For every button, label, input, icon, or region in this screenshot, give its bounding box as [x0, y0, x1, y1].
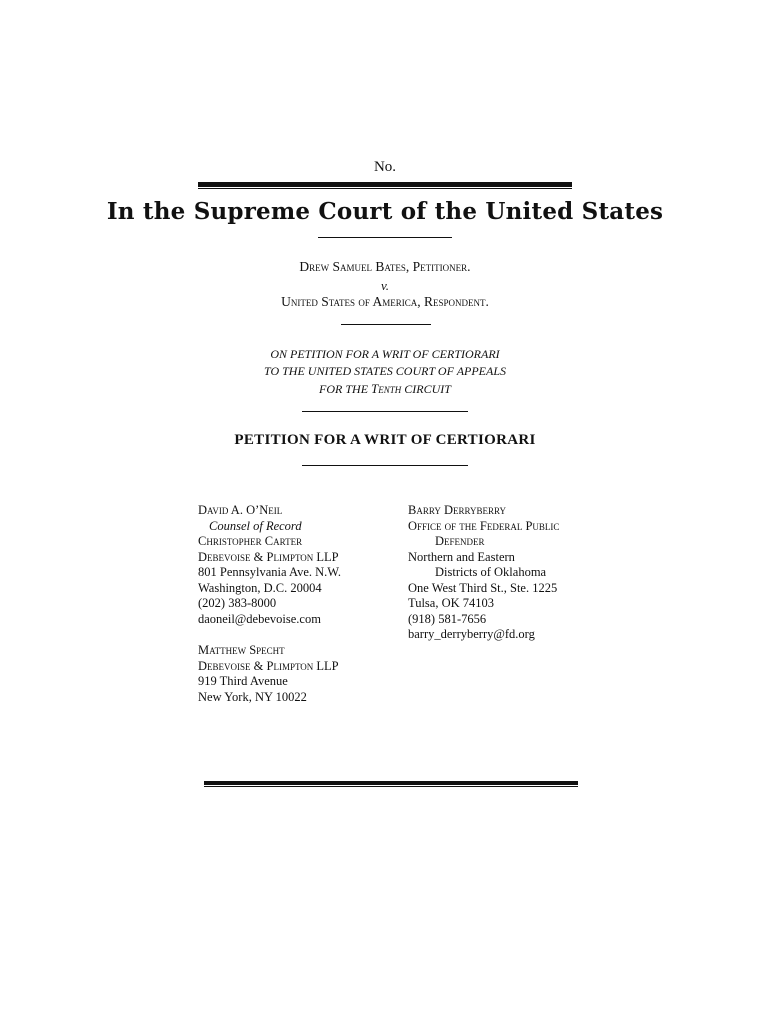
counsel-line: Defender — [435, 534, 485, 548]
divider-3 — [302, 411, 468, 412]
counsel-line: Districts of Oklahoma — [435, 565, 547, 579]
counsel-line: Office of the Federal Public — [408, 518, 560, 533]
counsel-line: 801 Pennsylvania Ave. N.W. — [198, 565, 342, 579]
counsel-line: Washington, D.C. 20004 — [198, 580, 322, 595]
counsel-block-right — [408, 503, 559, 643]
respondent-line — [0, 294, 770, 310]
petitioner-line — [0, 259, 770, 275]
counsel-line: New York, NY 10022 — [198, 689, 307, 704]
lower-court-line-2: TO THE UNITED STATES COURT OF APPEALS — [263, 364, 507, 378]
counsel-line: Matthew Specht — [198, 643, 285, 657]
counsel-line: One West Third St., Ste. 1225 — [408, 580, 558, 595]
counsel-line: Debevoise & Plimpton LLP — [198, 658, 339, 673]
respondent-text: United States of America, Respondent. — [281, 294, 489, 309]
document-title: PETITION FOR A WRIT OF CERTIORARI — [234, 432, 536, 448]
counsel-line: David A. O’Neil — [198, 503, 283, 517]
counsel-line: Tulsa, OK 74103 — [408, 596, 495, 610]
counsel-line: Counsel of Record — [209, 518, 302, 533]
counsel-block-left — [198, 503, 341, 627]
counsel-line: Christopher Carter — [198, 534, 303, 548]
counsel-block-left-2 — [198, 643, 339, 705]
counsel-line: (918) 581-7656 — [408, 611, 487, 626]
top-double-rule — [198, 182, 572, 189]
counsel-line: (202) 383-8000 — [198, 596, 277, 610]
divider-2 — [341, 324, 431, 325]
court-name: In the Supreme Court of the United States — [106, 198, 664, 225]
lower-court-line-3: FOR THE Tenth CIRCUIT — [319, 381, 451, 396]
divider-1 — [318, 237, 452, 238]
lower-court-line-1: ON PETITION FOR A WRIT OF CERTIORARI — [270, 347, 500, 361]
counsel-line: Debevoise & Plimpton LLP — [198, 549, 339, 564]
counsel-line: 919 Third Avenue — [198, 674, 288, 688]
divider-4 — [302, 465, 468, 466]
counsel-line: daoneil@debevoise.com — [198, 611, 321, 626]
circuit-name: Tenth — [371, 381, 402, 396]
counsel-line: barry_derryberry@fd.org — [408, 627, 535, 641]
bottom-double-rule — [204, 781, 578, 787]
counsel-line: Barry Derryberry — [408, 503, 507, 517]
docket-number-label: No. — [373, 159, 397, 175]
versus-line: v. — [380, 278, 390, 293]
counsel-line: Northern and Eastern — [408, 549, 515, 564]
petitioner-text: Drew Samuel Bates, Petitioner. — [299, 259, 471, 274]
